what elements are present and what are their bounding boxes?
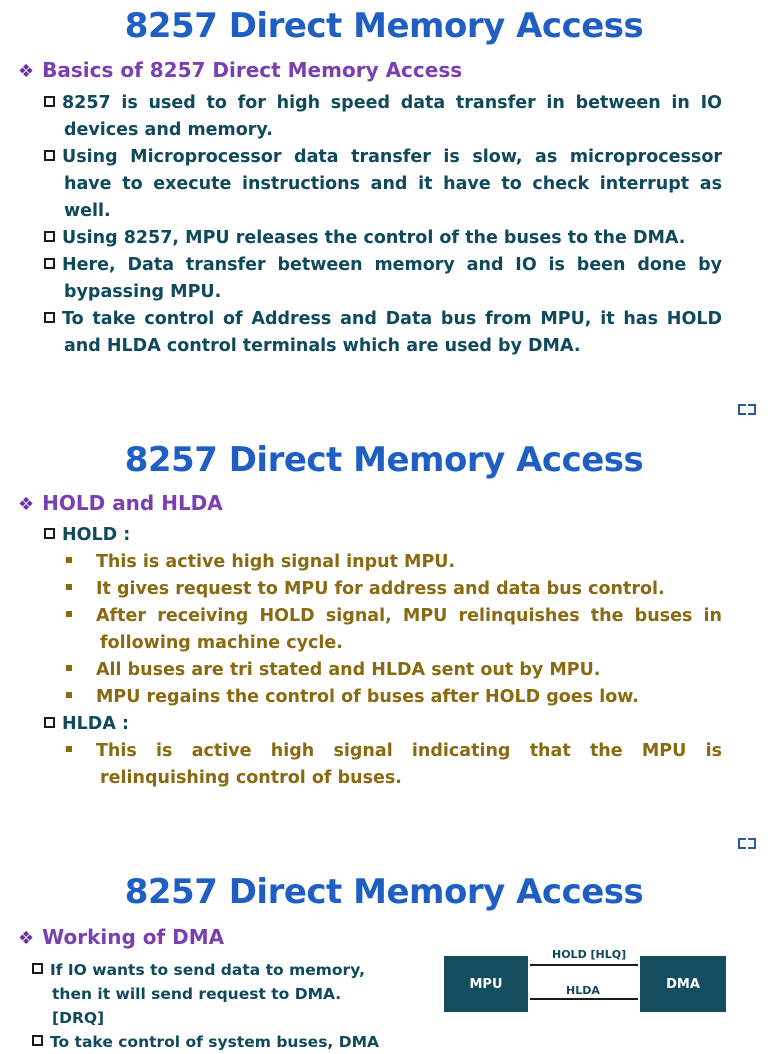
square-bullet-icon — [44, 258, 55, 269]
list-item: To take control of system buses, DMA — [32, 1030, 394, 1054]
slide1-heading-text: Basics of 8257 Direct Memory Access — [42, 58, 463, 82]
square-bullet-icon — [44, 717, 55, 728]
square-bullet-icon — [44, 528, 55, 539]
slide3-heading — [18, 925, 224, 949]
slide1-title: 8257 Direct Memory Access — [124, 6, 644, 46]
hlda-arrow — [530, 998, 638, 1000]
list-item: After receiving HOLD signal, MPU relinquishes the buses in following machine cycle. — [44, 603, 722, 657]
square-bullet-icon — [44, 312, 55, 323]
dma-diagram — [444, 948, 728, 1024]
hlda-signal-label: HLDA — [566, 984, 600, 997]
list-item: 8257 is used to for high speed data transfer in between in IO devices and memory. — [44, 90, 722, 144]
slide-layout-icon[interactable] — [738, 404, 756, 415]
list-item: Here, Data transfer between memory and IO is been done by bypassing MPU. — [44, 252, 722, 306]
diamond-bullet-icon: ❖ — [18, 61, 35, 82]
hold-signal-label: HOLD [HLQ] — [552, 948, 627, 961]
diamond-bullet-icon: ❖ — [18, 928, 35, 949]
mpu-box: MPU — [444, 956, 528, 1012]
list-item: MPU regains the control of buses after HOLD goes low. — [44, 684, 722, 711]
hold-list — [44, 549, 722, 711]
hlda-label: HLDA : — [44, 711, 722, 738]
list-item: All buses are tri stated and HLDA sent out by MPU. — [44, 657, 722, 684]
square-bullet-icon — [66, 746, 72, 752]
slide3-heading-text: Working of DMA — [42, 925, 225, 949]
list-item: If IO wants to send data to memory, then it will send request to DMA. [DRQ] — [32, 958, 394, 1030]
hold-arrow — [530, 964, 638, 966]
slide3-list — [32, 958, 394, 1054]
slide1-list — [44, 90, 722, 360]
list-item: To take control of Address and Data bus from MPU, it has HOLD and HLDA control terminals which are used by DMA. — [44, 306, 722, 360]
list-item: Using Microprocessor data transfer is slow, as microprocessor have to execute instructions and it have to check interrupt as well. — [44, 144, 722, 225]
hlda-list — [44, 738, 722, 792]
square-bullet-icon — [66, 611, 72, 617]
list-item: It gives request to MPU for address and data bus control. — [44, 576, 722, 603]
square-bullet-icon — [44, 231, 55, 242]
slide2-heading — [18, 491, 223, 515]
hold-label: HOLD : — [44, 522, 722, 549]
square-bullet-icon — [44, 96, 55, 107]
square-bullet-icon — [66, 665, 72, 671]
square-bullet-icon — [32, 1035, 43, 1046]
square-bullet-icon — [66, 557, 72, 563]
square-bullet-icon — [44, 150, 55, 161]
slide-layout-icon[interactable] — [738, 838, 756, 849]
dma-box: DMA — [640, 956, 726, 1012]
diamond-bullet-icon: ❖ — [18, 494, 35, 515]
square-bullet-icon — [32, 963, 43, 974]
slide2-heading-text: HOLD and HLDA — [42, 491, 223, 515]
slide1-heading — [18, 58, 462, 82]
list-item: Using 8257, MPU releases the control of the buses to the DMA. — [44, 225, 722, 252]
slide2-title: 8257 Direct Memory Access — [124, 440, 644, 480]
square-bullet-icon — [66, 584, 72, 590]
square-bullet-icon — [66, 692, 72, 698]
slide3-title: 8257 Direct Memory Access — [124, 872, 644, 912]
slide2-content — [44, 522, 722, 792]
list-item: This is active high signal indicating that the MPU is relinquishing control of buses. — [44, 738, 722, 792]
list-item: This is active high signal input MPU. — [44, 549, 722, 576]
